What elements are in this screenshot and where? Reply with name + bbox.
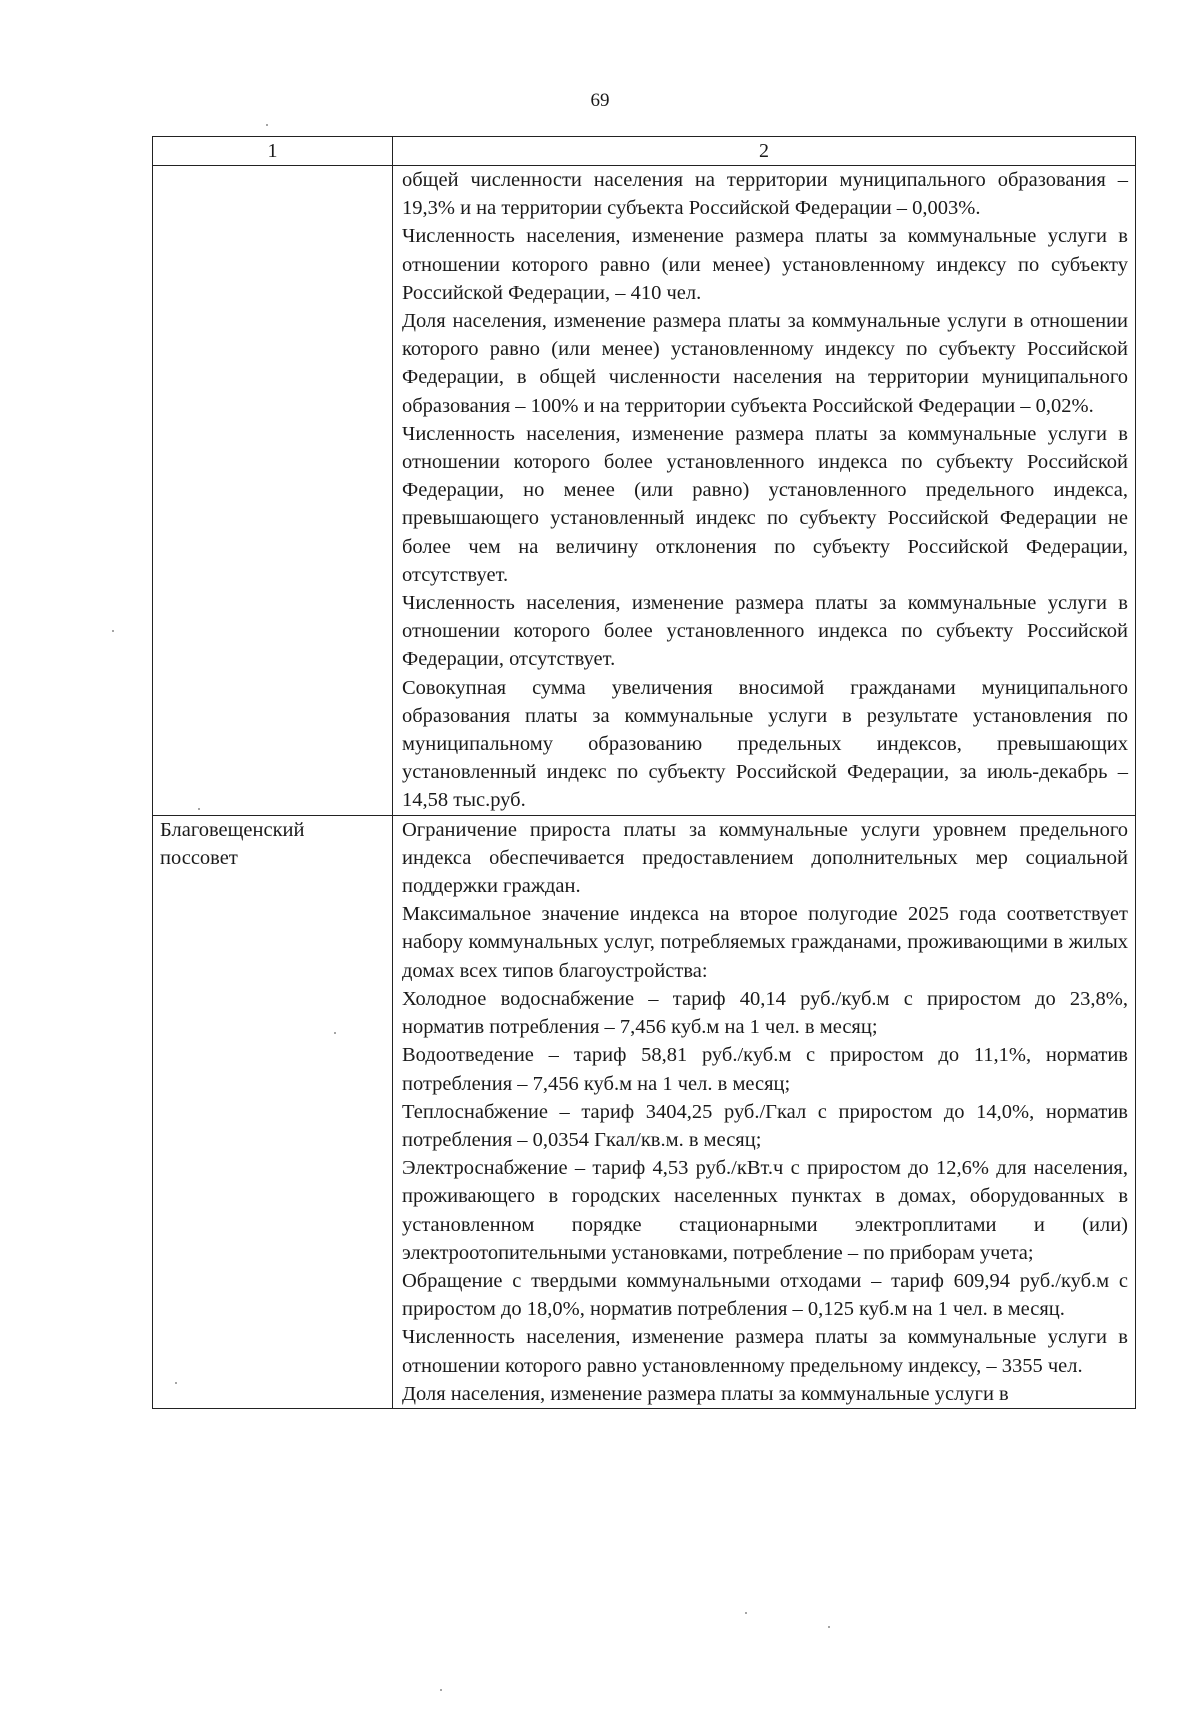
municipality-name: Благовещенский поссовет — [153, 815, 393, 1408]
municipality-name — [153, 166, 393, 816]
column-header-1: 1 — [153, 137, 393, 166]
table-header-row — [153, 137, 1136, 166]
paragraph: Совокупная сумма увеличения вносимой гражданами муниципального образования платы за коммунальные услуги в результате установления по муниципальному образованию предельных индексов, превышающих установленный индекс по субъекту Российской Федерации, за июль-декабрь – 14,58 тыс.руб. — [402, 676, 1128, 812]
paragraph: Ограничение прироста платы за коммунальные услуги уровнем предельного индекса обеспечивается предоставлением дополнительных мер социальной поддержки граждан. — [402, 818, 1128, 898]
paragraph: Теплоснабжение – тариф 3404,25 руб./Гкал с приростом до 14,0%, норматив потребления – 0,0354 Гкал/кв.м. в месяц; — [402, 1100, 1128, 1151]
paragraph: Максимальное значение индекса на второе полугодие 2025 года соответствует набору коммунальных услуг, потребляемых гражданами, проживающими в жилых домах всех типов благоустройства: — [402, 903, 1128, 982]
paragraph: Холодное водоснабжение – тариф 40,14 руб./куб.м с приростом до 23,8%, норматив потребления – 7,456 куб.м на 1 чел. в месяц; — [402, 987, 1128, 1039]
paragraph: общей численности населения на территории муниципального образования – 19,3% и на территории субъекта Российской Федерации – 0,003%. — [402, 169, 1128, 220]
paragraph: Численность населения, изменение размера платы за коммунальные услуги в отношении которого равно установленному предельному индексу, – 3355 чел. — [402, 1326, 1128, 1377]
table-row — [153, 815, 1136, 1408]
paragraph: Электроснабжение – тариф 4,53 руб./кВт.ч с приростом до 12,6% для населения, проживающего в городских населенных пунктах в домах, оборудованных в установленном порядке стационарными электроплитами и (или) электроотопительными установками, потребление – по приборам учета; — [402, 1157, 1128, 1264]
row-content — [393, 166, 1136, 816]
row-content — [393, 815, 1136, 1408]
paragraph: Численность населения, изменение размера платы за коммунальные услуги в отношении которого более установленного индекса по субъекту Российской Федерации, но менее (или равно) установленного предельного индекса, превышающего установленный индекс по субъекту Российской Федерации не более чем на величину отклонения по субъекту Российской Федерации, отсутствует. — [402, 422, 1128, 586]
paragraph: Водоотведение – тариф 58,81 руб./куб.м с приростом до 11,1%, норматив потребления – 7,456 куб.м на 1 чел. в месяц; — [402, 1044, 1128, 1095]
paragraph: Обращение с твердыми коммунальными отходами – тариф 609,94 руб./куб.м с приростом до 18,0%, норматив потребления – 0,125 куб.м на 1 чел. в месяц. — [402, 1269, 1128, 1321]
page-number: 69 — [590, 90, 610, 111]
paragraph: Доля населения, изменение размера платы за коммунальные услуги в — [402, 1382, 1009, 1405]
column-header-2: 2 — [393, 137, 1136, 166]
table-row — [153, 166, 1136, 816]
paragraph: Доля населения, изменение размера платы за коммунальные услуги в отношении которого равно (или менее) установленному индексу по субъекту Российской Федерации, в общей численности населения на территории муниципального образования – 100% и на территории субъекта Российской Федерации – 0,02%. — [402, 310, 1128, 417]
document-table — [152, 136, 1136, 1409]
paragraph: Численность населения, изменение размера платы за коммунальные услуги в отношении которого более установленного индекса по субъекту Российской Федерации, отсутствует. — [402, 592, 1128, 671]
paragraph: Численность населения, изменение размера платы за коммунальные услуги в отношении которого равно (или менее) установленному индексу по субъекту Российской Федерации, – 410 чел. — [402, 225, 1128, 304]
